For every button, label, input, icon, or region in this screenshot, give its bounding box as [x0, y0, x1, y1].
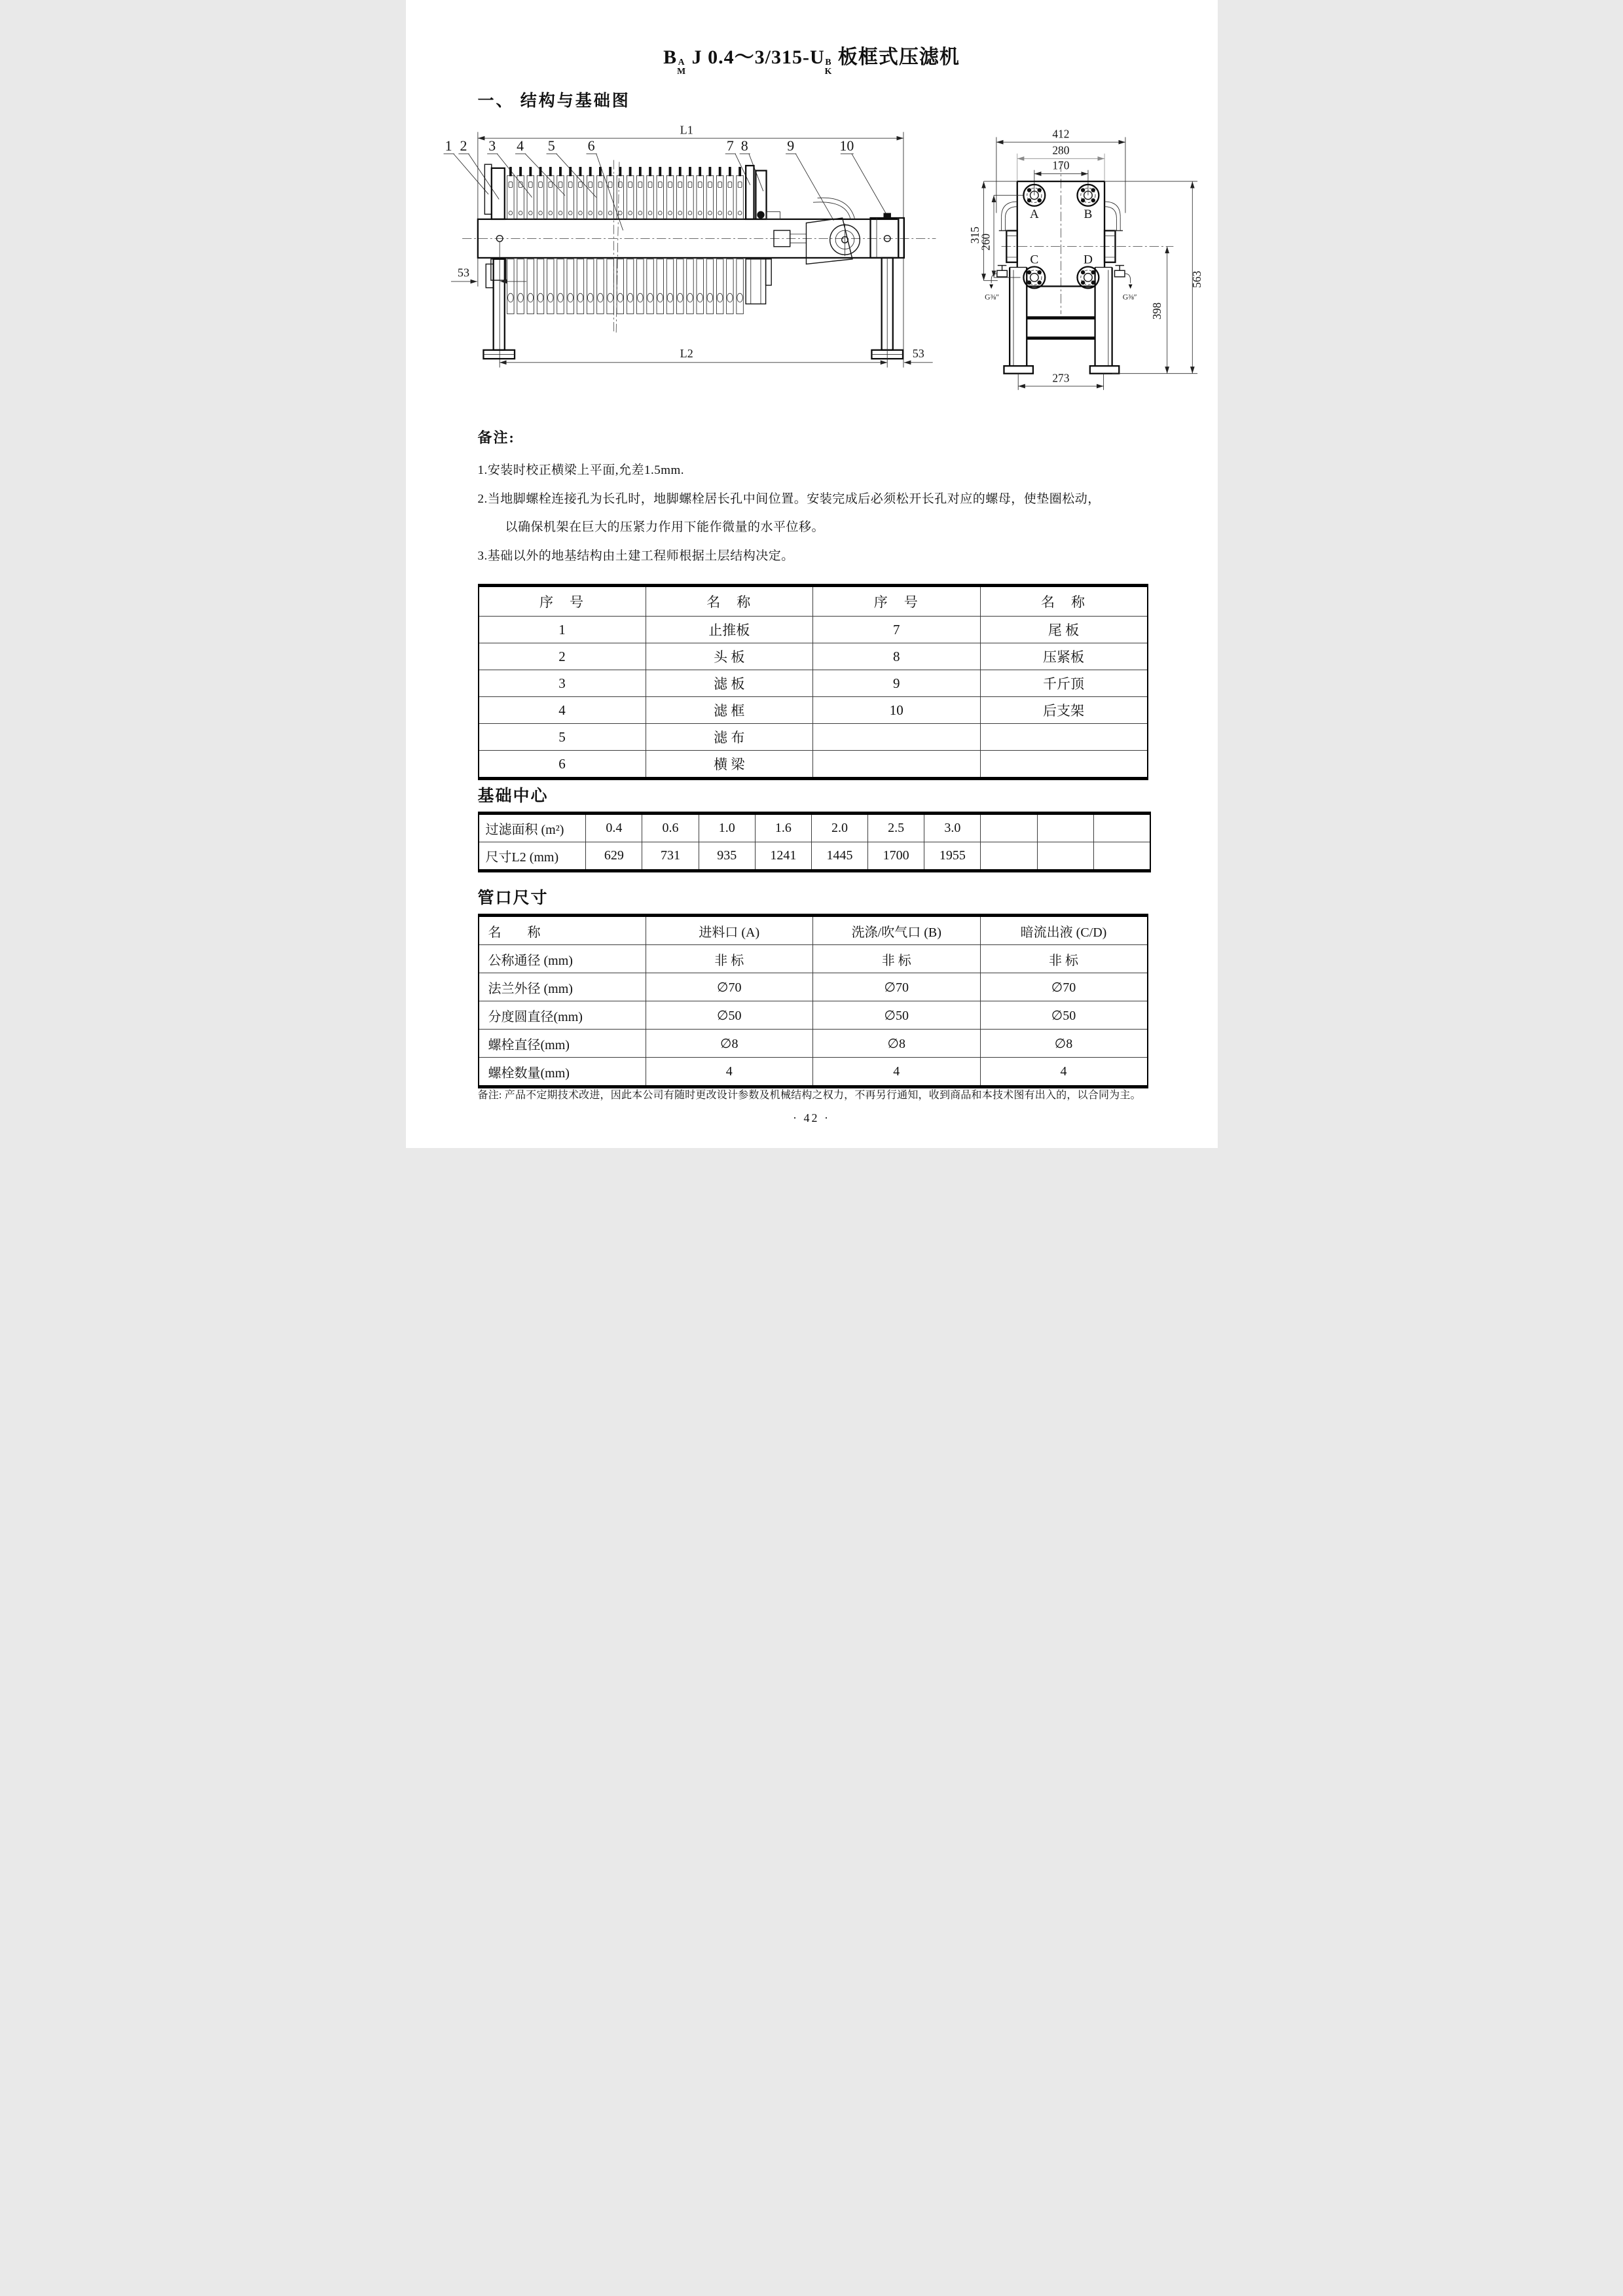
table-cell: 2.0 — [811, 814, 867, 842]
dim-label-273: 273 — [1051, 372, 1069, 385]
title-sup-a: A — [678, 56, 685, 67]
table-cell: 法兰外径 (mm) — [479, 973, 646, 1001]
part-label-7: 7 — [726, 137, 734, 154]
tap-label-right: G⅜″ — [1122, 293, 1137, 302]
table-cell: 0.4 — [586, 814, 642, 842]
table-cell — [1037, 842, 1093, 871]
table-cell: ∅8 — [980, 1030, 1148, 1058]
table-cell — [813, 724, 981, 751]
side-view-drawing — [437, 126, 955, 375]
dim-label-280: 280 — [1051, 144, 1069, 157]
table-cell: 过滤面积 (m²) — [479, 814, 586, 842]
dim-label-l1: L1 — [680, 126, 693, 137]
pipe-table-header-cell: 名 称 — [479, 916, 646, 945]
title-model-mid: J 0.4～3/315-U — [686, 46, 825, 68]
dim-label-412: 412 — [1051, 128, 1069, 141]
table-cell: 2 — [479, 643, 646, 670]
table-cell: 公称通径 (mm) — [479, 945, 646, 973]
table-cell: 3 — [479, 670, 646, 697]
title-superscript-stack2 — [825, 58, 833, 77]
table-row — [479, 751, 1148, 779]
title-model-prefix: B — [663, 46, 678, 68]
part-label-8: 8 — [740, 137, 748, 154]
notes-heading: 备注: — [477, 429, 515, 446]
part-label-5: 5 — [547, 137, 555, 154]
dim-label-l2: L2 — [680, 347, 693, 361]
table-cell: 6 — [479, 751, 646, 779]
pipe-heading: 管口尺寸 — [477, 889, 549, 907]
table-cell: 8 — [813, 643, 981, 670]
table-cell: 5 — [479, 724, 646, 751]
table-row — [479, 724, 1148, 751]
page-title — [406, 41, 1218, 77]
jack-assembly — [773, 198, 859, 264]
pipe-table — [478, 914, 1148, 1088]
table-cell: 横 梁 — [646, 751, 813, 779]
note-line: 1.安装时校正横梁上平面,允差1.5mm. — [477, 463, 685, 477]
page-number: · 42 · — [793, 1111, 830, 1124]
table-cell: 9 — [813, 670, 981, 697]
table-cell — [1037, 814, 1093, 842]
flange-label-c: C — [1029, 253, 1038, 267]
table-cell: 1241 — [755, 842, 811, 871]
drain-tap-left — [989, 266, 1007, 289]
table-cell — [980, 751, 1148, 779]
table-row — [479, 1001, 1148, 1030]
table-row — [479, 945, 1148, 973]
table-cell: 1 — [479, 617, 646, 643]
table-cell: 非 标 — [980, 945, 1148, 973]
table-cell: ∅8 — [646, 1030, 813, 1058]
title-sub-m: M — [677, 66, 687, 77]
title-sup-b: B — [825, 56, 832, 67]
table-row — [479, 973, 1148, 1001]
table-cell: 尾 板 — [980, 617, 1148, 643]
table-cell: 0.6 — [642, 814, 699, 842]
table-cell: 压紧板 — [980, 643, 1148, 670]
note-line: 3.基础以外的地基结构由土建工程师根据土层结构决定。 — [477, 549, 794, 564]
table-cell: 1.6 — [755, 814, 811, 842]
parts-table-header-cell: 序 号 — [479, 586, 646, 617]
filter-plate-stack-top — [507, 167, 743, 219]
table-cell: ∅70 — [646, 973, 813, 1001]
dim-label-170: 170 — [1051, 159, 1069, 172]
footer-disclaimer: 备注: 产品不定期技术改进，因此本公司有随时更改设计参数及机械结构之权力，不再另行通知，收到商品和本技术图有出入的，以合同为主。 — [477, 1090, 1141, 1101]
table-cell: 4 — [813, 1058, 981, 1087]
front-view-drawing — [957, 118, 1216, 397]
table-row — [479, 643, 1148, 670]
pipe-table-header-cell: 进料口 (A) — [646, 916, 813, 945]
table-cell: 10 — [813, 697, 981, 724]
pipe-table-header-cell: 暗流出液 (C/D) — [980, 916, 1148, 945]
part-label-10: 10 — [839, 137, 854, 154]
pipe-table-header-cell: 洗涤/吹气口 (B) — [813, 916, 981, 945]
table-cell: 1445 — [811, 842, 867, 871]
tap-label-left: G⅜″ — [984, 293, 999, 302]
technical-drawings — [437, 118, 1216, 399]
part-label-4: 4 — [516, 137, 524, 154]
flange-label-b: B — [1083, 207, 1092, 222]
table-row — [479, 617, 1148, 643]
parts-table-header-row — [479, 586, 1148, 617]
table-cell: 头 板 — [646, 643, 813, 670]
parts-table — [478, 584, 1148, 780]
pipe-table-header-row — [479, 916, 1148, 945]
foundation-table — [478, 812, 1151, 872]
part-label-1: 1 — [445, 137, 452, 154]
table-row — [479, 814, 1150, 842]
part-label-6: 6 — [587, 137, 595, 154]
drain-tap-right — [1114, 266, 1132, 289]
parts-table-header-cell: 序 号 — [813, 586, 981, 617]
table-cell: 非 标 — [813, 945, 981, 973]
table-cell: 螺栓直径(mm) — [479, 1030, 646, 1058]
table-cell: ∅70 — [813, 973, 981, 1001]
parts-table-header-cell: 名 称 — [980, 586, 1148, 617]
table-cell: 4 — [980, 1058, 1148, 1087]
table-row — [479, 697, 1148, 724]
table-cell: 滤 板 — [646, 670, 813, 697]
title-product-name: 板框式压滤机 — [832, 46, 960, 68]
table-cell — [813, 751, 981, 779]
table-cell: 4 — [646, 1058, 813, 1087]
foundation-heading: 基础中心 — [477, 787, 549, 805]
table-cell: 后支架 — [980, 697, 1148, 724]
table-cell: ∅50 — [646, 1001, 813, 1030]
dim-label-563: 563 — [1190, 270, 1203, 288]
table-cell: 731 — [642, 842, 699, 871]
table-cell: 1955 — [924, 842, 981, 871]
table-cell: 629 — [586, 842, 642, 871]
table-cell: 非 标 — [646, 945, 813, 973]
table-row — [479, 670, 1148, 697]
table-cell: ∅8 — [813, 1030, 981, 1058]
part-label-3: 3 — [488, 137, 496, 154]
table-cell: ∅70 — [980, 973, 1148, 1001]
table-cell: 千斤顶 — [980, 670, 1148, 697]
table-cell: 1.0 — [699, 814, 755, 842]
table-cell — [1093, 842, 1150, 871]
notes-section — [478, 427, 1172, 571]
table-cell: 2.5 — [868, 814, 924, 842]
section-heading-structure: 一、 结构与基础图 — [477, 92, 630, 110]
table-cell — [981, 814, 1037, 842]
dim-label-53-right: 53 — [912, 347, 924, 361]
table-row — [479, 842, 1150, 871]
dim-label-260: 260 — [979, 233, 992, 251]
dim-label-398: 398 — [1150, 302, 1163, 320]
table-cell: ∅50 — [980, 1001, 1148, 1030]
table-cell — [980, 724, 1148, 751]
parts-table-header-cell: 名 称 — [646, 586, 813, 617]
table-cell: 1700 — [868, 842, 924, 871]
table-cell: 滤 布 — [646, 724, 813, 751]
table-cell: 3.0 — [924, 814, 981, 842]
note-line: 以确保机架在巨大的压紧力作用下能作微量的水平位移。 — [505, 520, 825, 535]
catalog-page — [406, 0, 1218, 1148]
table-cell — [981, 842, 1037, 871]
notes-list — [478, 456, 1172, 571]
title-superscript-stack — [677, 58, 686, 77]
part-label-9: 9 — [786, 137, 794, 154]
table-cell: 935 — [699, 842, 755, 871]
title-sub-k: K — [824, 66, 833, 77]
flange-c — [1023, 266, 1045, 288]
table-cell: ∅50 — [813, 1001, 981, 1030]
dim-label-315: 315 — [968, 226, 981, 244]
part-label-2: 2 — [460, 137, 467, 154]
table-cell: 螺栓数量(mm) — [479, 1058, 646, 1087]
table-cell: 7 — [813, 617, 981, 643]
table-row — [479, 1030, 1148, 1058]
table-row — [479, 1058, 1148, 1087]
flange-label-d: D — [1083, 253, 1093, 267]
table-cell: 止推板 — [646, 617, 813, 643]
table-cell: 尺寸L2 (mm) — [479, 842, 586, 871]
flange-d — [1077, 266, 1099, 288]
table-cell: 分度圆直径(mm) — [479, 1001, 646, 1030]
table-cell: 4 — [479, 697, 646, 724]
note-line: 2.当地脚螺栓连接孔为长孔时，地脚螺栓居长孔中间位置。安装完成后必须松开长孔对应的螺母，使垫圈松动， — [477, 492, 1101, 506]
table-cell — [1093, 814, 1150, 842]
filter-cloth-stack-bottom — [507, 259, 743, 314]
dim-label-53-left: 53 — [457, 266, 469, 279]
flange-label-a: A — [1029, 207, 1039, 222]
table-cell: 滤 框 — [646, 697, 813, 724]
